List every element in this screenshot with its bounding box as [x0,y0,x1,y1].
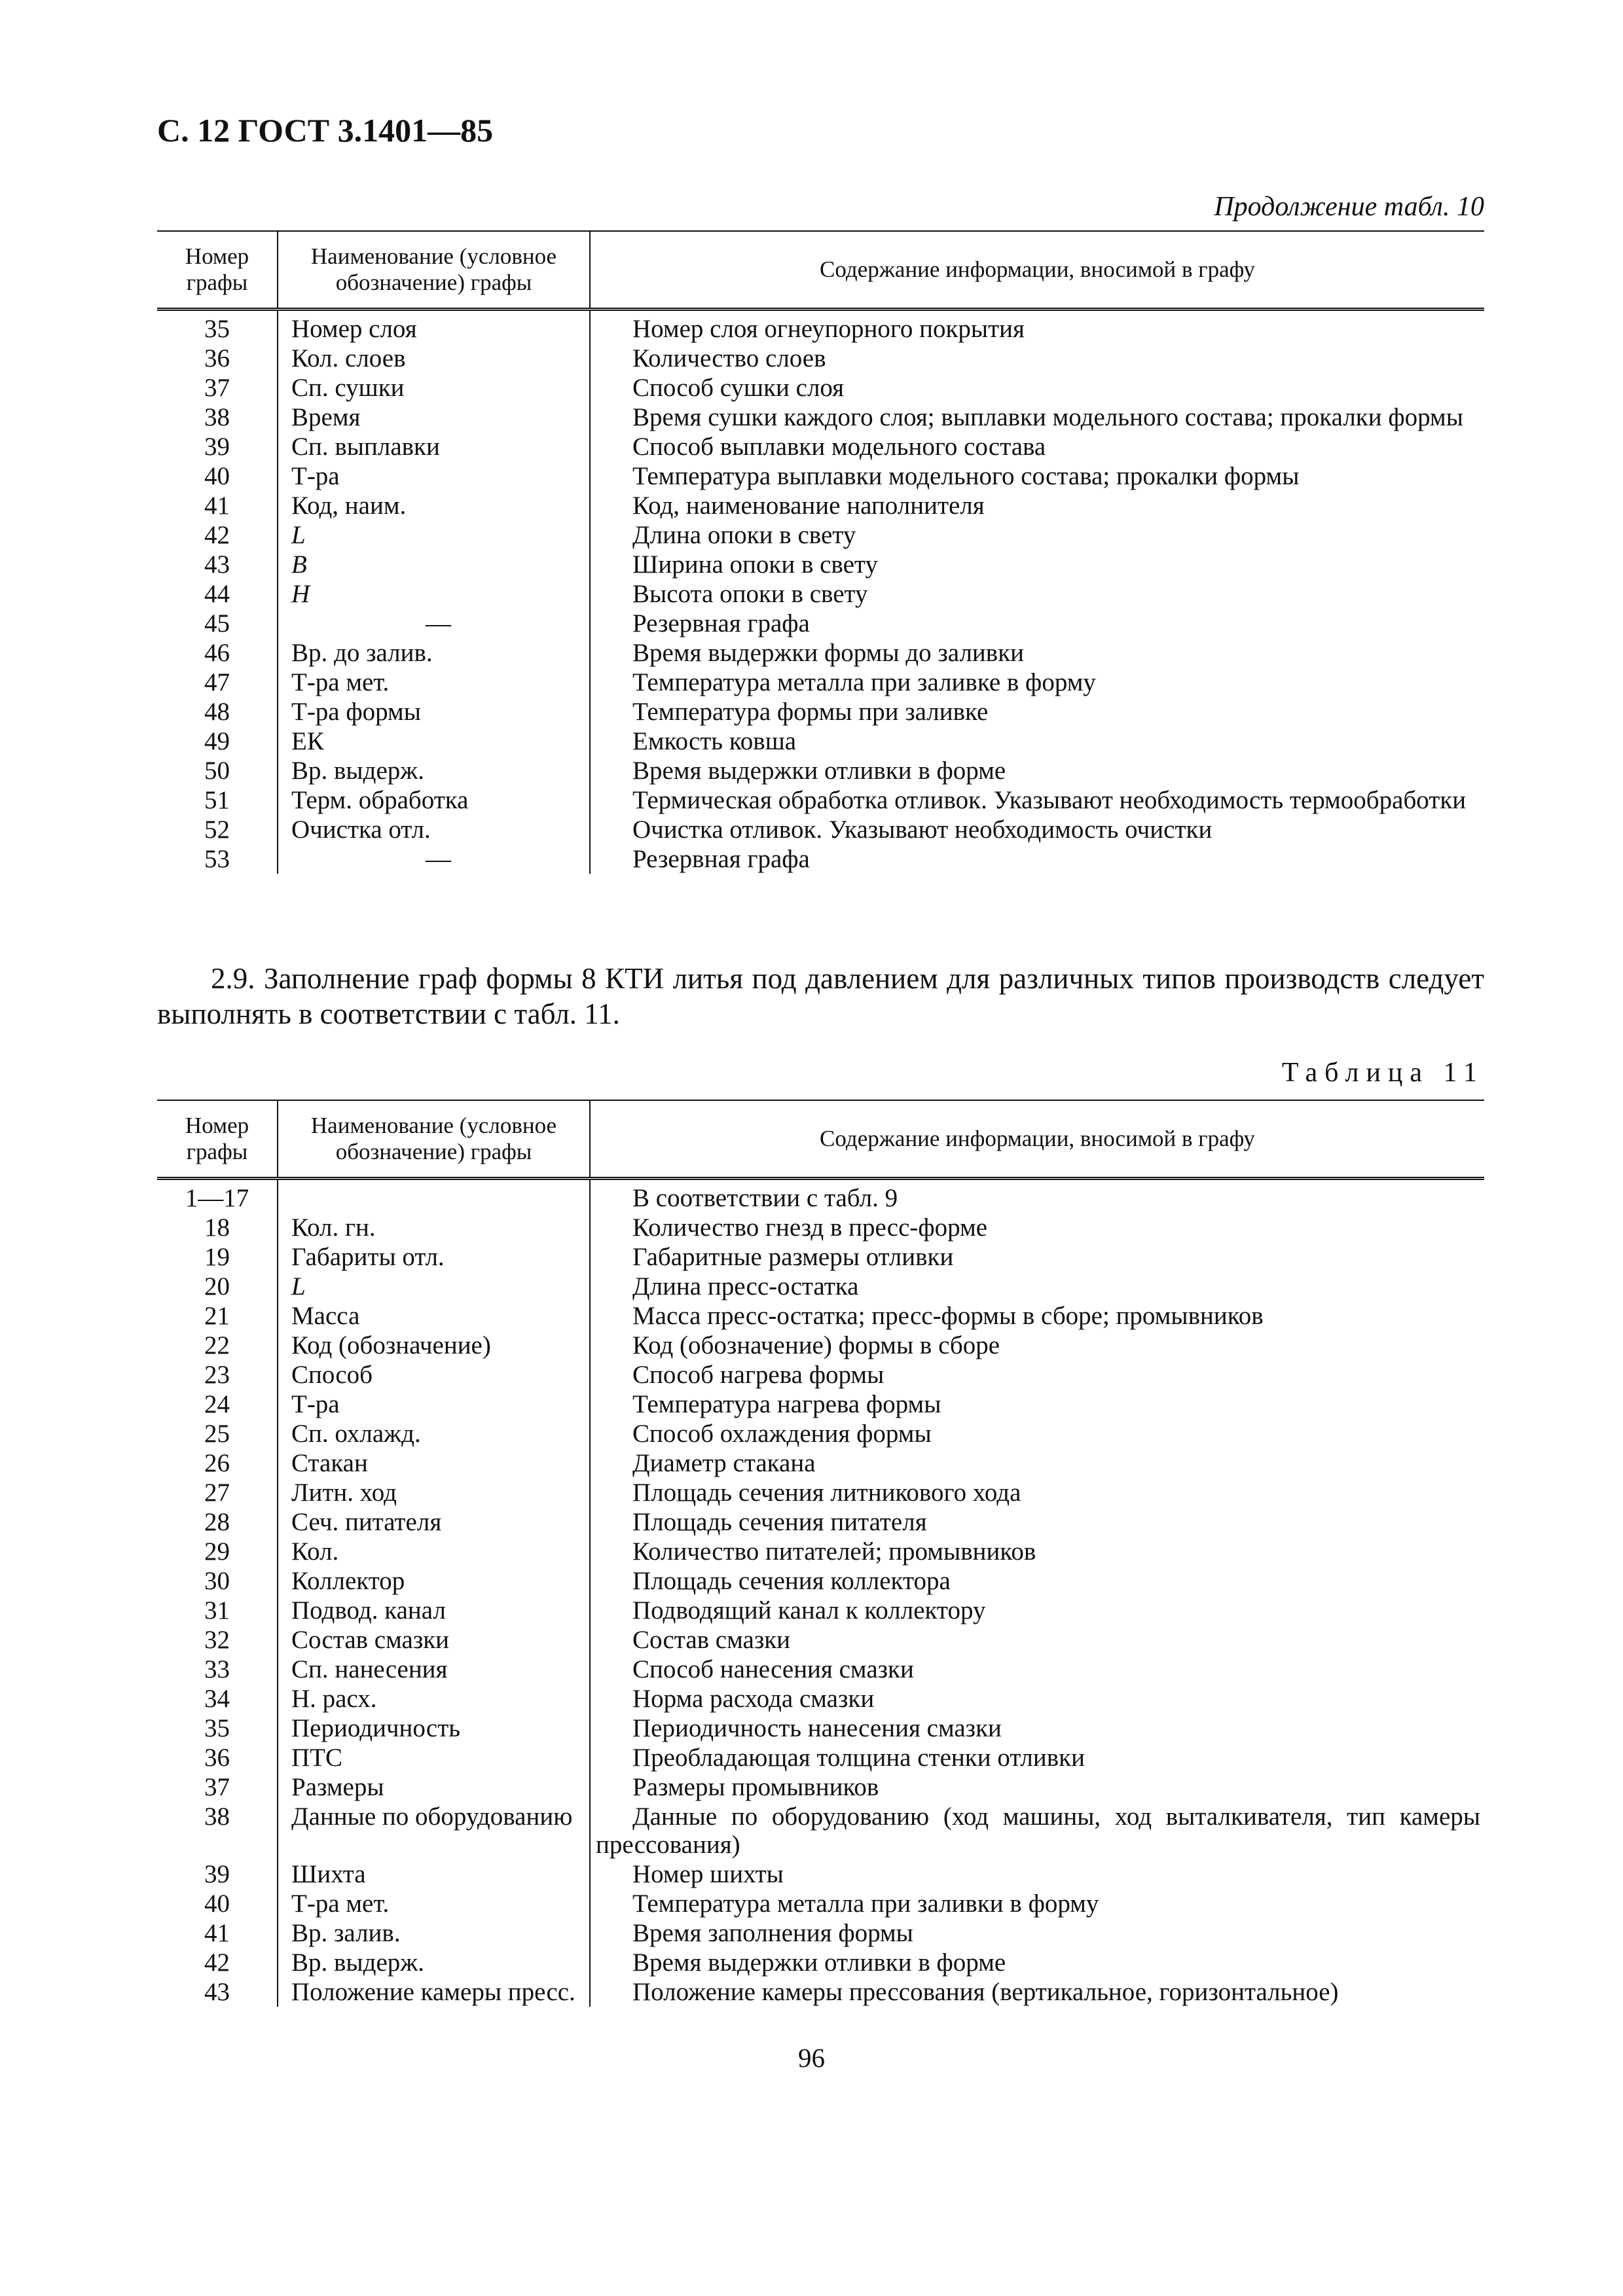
row-content: Количество питателей; промывников [590,1537,1484,1566]
table-row [157,1859,1484,1889]
table-row [157,1242,1484,1272]
row-name: Номер слоя [278,310,590,344]
table-row [157,1802,1484,1859]
table-row [157,373,1484,403]
row-content: Состав смазки [590,1625,1484,1655]
row-content: Периодичность нанесения смазки [590,1713,1484,1743]
row-name: Шихта [278,1859,590,1889]
row-content: Данные по оборудованию (ход машины, ход выталкивателя, тип камеры прессования) [590,1802,1484,1859]
table-row [157,1684,1484,1713]
table11-col-content: Содержание информации, вносимой в графу [590,1100,1484,1179]
table-row [157,1625,1484,1655]
row-content: Температура нагрева формы [590,1390,1484,1419]
table-row [157,1566,1484,1596]
table11-col-name: Наименование (условное обозначение) графы [278,1100,590,1179]
row-number: 29 [204,1537,230,1566]
row-content: Высота опоки в свету [590,579,1484,609]
table-row [157,1537,1484,1566]
row-name: ПТС [278,1743,590,1772]
table-row [157,726,1484,756]
row-name: Кол. [278,1537,590,1566]
row-number: 50 [204,757,230,785]
row-content: Температура металла при заливки в форму [590,1889,1484,1918]
table-row [157,1655,1484,1684]
table-row [157,668,1484,697]
row-content: Номер шихты [590,1859,1484,1889]
row-name: Подвод. канал [278,1596,590,1625]
table-10 [157,230,1484,874]
row-content: Количество гнезд в пресс-форме [590,1213,1484,1242]
table-row [157,1948,1484,1977]
row-number: 44 [204,580,230,608]
row-name: Т-ра [278,1390,590,1419]
table-row [157,756,1484,785]
table-row [157,1272,1484,1301]
row-name: Т-ра формы [278,697,590,726]
table10-header-row [157,231,1484,310]
table10-col-name: Наименование (условное обозначение) графы [278,231,590,310]
row-number: 26 [204,1449,230,1477]
table10-caption: Продолжение табл. 10 [1214,192,1484,222]
paragraph-2-9: 2.9. Заполнение граф формы 8 КТИ литья под давлением для различных типов производств следует выполнять в соответствии с табл. 11. [157,962,1484,1030]
table10-col-number: Номер графы [157,231,278,310]
row-content: Номер слоя огнеупорного покрытия [590,310,1484,344]
row-name: Т-ра мет. [278,1889,590,1918]
row-number: 47 [204,668,230,696]
row-content: Площадь сечения коллектора [590,1566,1484,1596]
row-number: 1—17 [185,1184,249,1212]
table-11 [157,1100,1484,2007]
row-name: Н. расх. [278,1684,590,1713]
row-name: Код (обозначение) [278,1331,590,1360]
row-number: 18 [204,1213,230,1242]
row-content: Положение камеры прессования (вертикальное, горизонтальное) [590,1977,1484,2007]
table-row [157,432,1484,461]
table-row [157,1596,1484,1625]
row-name: Код, наим. [278,491,590,520]
row-content: Диаметр стакана [590,1448,1484,1478]
row-number: 53 [204,845,230,873]
row-content: Площадь сечения питателя [590,1507,1484,1537]
row-name: Состав смазки [278,1625,590,1655]
row-content: Время выдержки отливки в форме [590,1948,1484,1977]
row-content: Ширина опоки в свету [590,550,1484,579]
row-name: Способ [278,1360,590,1390]
row-number: 25 [204,1420,230,1448]
row-number: 32 [204,1626,230,1654]
row-name: Сп. сушки [278,373,590,403]
row-content: Время заполнения формы [590,1918,1484,1948]
row-name: Габариты отл. [278,1242,590,1272]
row-number: 46 [204,639,230,667]
row-name: L [278,1272,590,1301]
row-content: Длина пресс-остатка [590,1272,1484,1301]
page-header: С. 12 ГОСТ 3.1401—85 [157,112,494,149]
table-row [157,785,1484,815]
row-number: 52 [204,816,230,844]
row-name: Терм. обработка [278,785,590,815]
table-row [157,550,1484,579]
table-row [157,1889,1484,1918]
row-name: Кол. гн. [278,1213,590,1242]
table-row [157,520,1484,550]
row-number: 33 [204,1655,230,1683]
row-number: 39 [204,1860,230,1888]
row-number: 43 [204,550,230,579]
row-number: 34 [204,1685,230,1713]
table-row [157,403,1484,432]
row-number: 21 [204,1302,230,1330]
table-row [157,844,1484,874]
table-row [157,461,1484,491]
row-content: Время сушки каждого слоя; выплавки модельного состава; прокалки формы [590,403,1484,432]
row-number: 38 [204,403,230,431]
row-content: Очистка отливок. Указывают необходимость очистки [590,815,1484,844]
row-name: Вр. выдерж. [278,756,590,785]
row-number: 43 [204,1978,230,2006]
table-row [157,1213,1484,1242]
row-number: 40 [204,1890,230,1918]
row-name: L [278,520,590,550]
row-name [278,1179,590,1213]
table-row [157,1478,1484,1507]
table10-col-content: Содержание информации, вносимой в графу [590,231,1484,310]
row-number: 38 [204,1803,230,1831]
row-number: 37 [204,1773,230,1801]
row-number: 49 [204,727,230,755]
table-row [157,1713,1484,1743]
page-number: 96 [798,2043,825,2073]
row-number: 19 [204,1243,230,1271]
table-row [157,1179,1484,1213]
row-name: Кол. слоев [278,344,590,373]
row-name: Размеры [278,1772,590,1802]
row-name: Сеч. питателя [278,1507,590,1537]
row-name: Т-ра [278,461,590,491]
row-content: Площадь сечения литникового хода [590,1478,1484,1507]
row-name: — [278,844,590,874]
table-row [157,491,1484,520]
row-content: Длина опоки в свету [590,520,1484,550]
row-number: 41 [204,492,230,520]
table11-caption: Таблица 11 [1281,1058,1484,1088]
row-content: Код, наименование наполнителя [590,491,1484,520]
row-number: 23 [204,1361,230,1389]
table-row [157,638,1484,668]
row-content: Емкость ковша [590,726,1484,756]
table-row [157,1918,1484,1948]
row-number: 28 [204,1508,230,1536]
table-row [157,1331,1484,1360]
row-content: Способ нанесения смазки [590,1655,1484,1684]
row-content: Способ нагрева формы [590,1360,1484,1390]
table-row [157,1507,1484,1537]
row-name: Время [278,403,590,432]
row-content: Температура формы при заливке [590,697,1484,726]
row-content: Время выдержки отливки в форме [590,756,1484,785]
table-row [157,1977,1484,2007]
row-name: Вр. залив. [278,1918,590,1948]
table-row [157,579,1484,609]
row-number: 42 [204,1948,230,1977]
row-number: 39 [204,433,230,461]
row-name: Периодичность [278,1713,590,1743]
row-name: H [278,579,590,609]
table-row [157,815,1484,844]
row-content: Норма расхода смазки [590,1684,1484,1713]
row-name: Литн. ход [278,1478,590,1507]
row-number: 51 [204,786,230,814]
row-content: Резервная графа [590,844,1484,874]
row-name: Стакан [278,1448,590,1478]
table-row [157,1301,1484,1331]
row-content: Масса пресс-остатка; пресс-формы в сборе; промывников [590,1301,1484,1331]
row-content: Резервная графа [590,609,1484,638]
table-row [157,1772,1484,1802]
row-number: 45 [204,609,230,637]
row-content: Способ сушки слоя [590,373,1484,403]
row-name: Сп. охлажд. [278,1419,590,1448]
row-number: 27 [204,1479,230,1507]
row-content: Количество слоев [590,344,1484,373]
row-number: 30 [204,1567,230,1595]
row-name: Т-ра мет. [278,668,590,697]
table-row [157,1360,1484,1390]
row-content: Способ выплавки модельного состава [590,432,1484,461]
row-number: 36 [204,344,230,372]
table-row [157,344,1484,373]
row-name: ЕК [278,726,590,756]
row-number: 37 [204,374,230,402]
row-content: Габаритные размеры отливки [590,1242,1484,1272]
table11-col-number: Номер графы [157,1100,278,1179]
table-row [157,310,1484,344]
row-number: 20 [204,1272,230,1300]
row-number: 35 [204,315,230,343]
row-name: Коллектор [278,1566,590,1596]
row-number: 40 [204,462,230,490]
row-name: Вр. до залив. [278,638,590,668]
row-number: 24 [204,1390,230,1418]
table-row [157,1390,1484,1419]
row-number: 42 [204,521,230,549]
row-content: Время выдержки формы до заливки [590,638,1484,668]
row-content: Преобладающая толщина стенки отливки [590,1743,1484,1772]
row-name: Сп. выплавки [278,432,590,461]
table-row [157,609,1484,638]
row-number: 22 [204,1331,230,1359]
row-content: Температура металла при заливке в форму [590,668,1484,697]
table-row [157,697,1484,726]
row-name: Масса [278,1301,590,1331]
row-name: Вр. выдерж. [278,1948,590,1977]
table-row [157,1743,1484,1772]
row-name: Положение камеры пресс. [278,1977,590,2007]
row-name: Очистка отл. [278,815,590,844]
table-row [157,1448,1484,1478]
row-number: 31 [204,1596,230,1624]
row-name: Данные по оборудованию [278,1802,590,1859]
row-content: Способ охлаждения формы [590,1419,1484,1448]
table-row [157,1419,1484,1448]
row-content: Размеры промывников [590,1772,1484,1802]
row-number: 41 [204,1919,230,1947]
row-content: В соответствии с табл. 9 [590,1179,1484,1213]
row-content: Код (обозначение) формы в сборе [590,1331,1484,1360]
row-name: — [278,609,590,638]
row-content: Термическая обработка отливок. Указывают необходимость термообработки [590,785,1484,815]
row-number: 35 [204,1714,230,1742]
row-content: Температура выплавки модельного состава; прокалки формы [590,461,1484,491]
row-name: Сп. нанесения [278,1655,590,1684]
table11-header-row [157,1100,1484,1179]
row-name: B [278,550,590,579]
row-content: Подводящий канал к коллектору [590,1596,1484,1625]
row-number: 48 [204,698,230,726]
row-number: 36 [204,1744,230,1772]
